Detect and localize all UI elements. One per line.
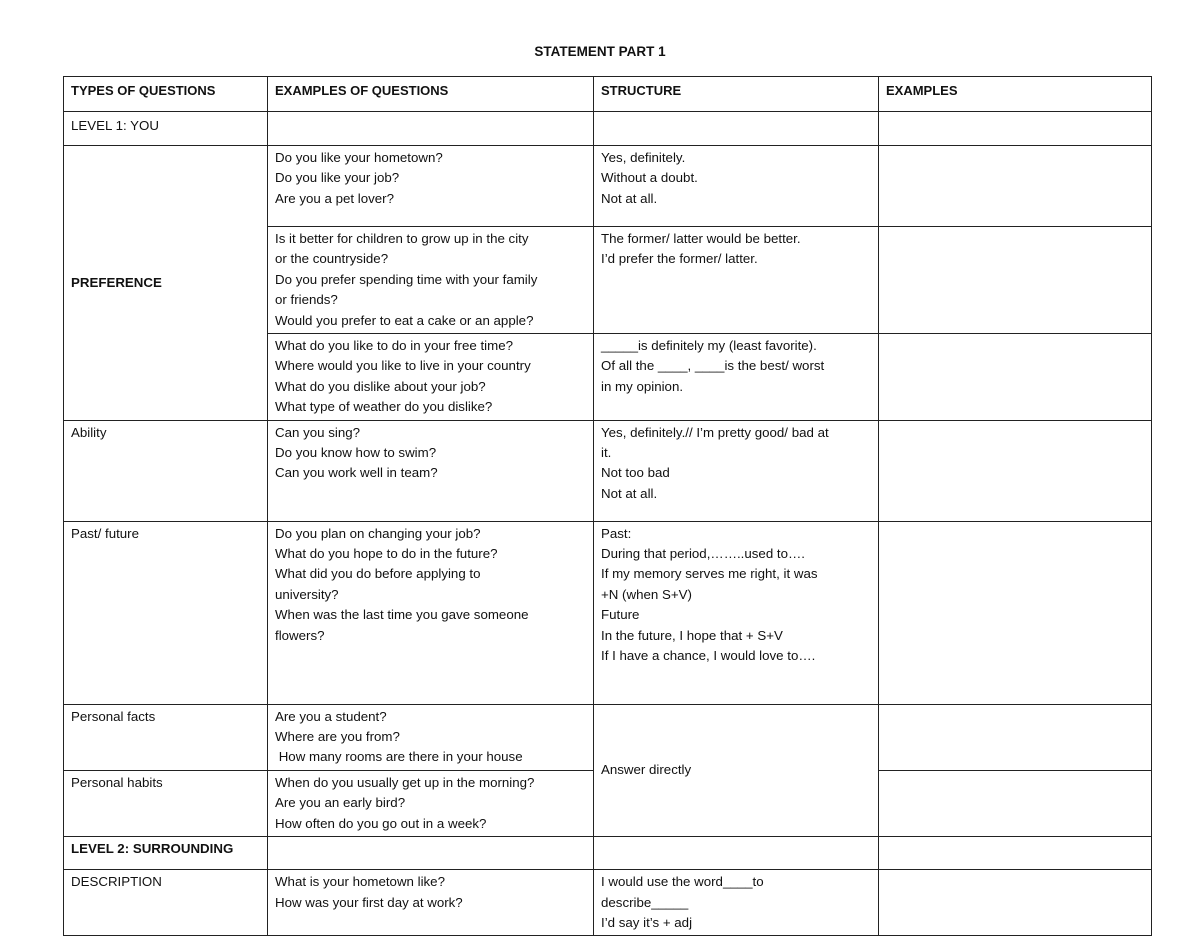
structure-line: Yes, definitely.	[601, 150, 686, 165]
header-examples: EXAMPLES	[879, 77, 1152, 112]
header-examples-of-questions: EXAMPLES OF QUESTIONS	[268, 77, 594, 112]
structure-line: in my opinion.	[601, 378, 684, 394]
structure-line: If I have a chance, I would love to….	[601, 648, 816, 664]
personal-structure: Answer directly	[594, 704, 879, 836]
personal-facts-label: Personal facts	[64, 704, 268, 770]
structure-line: Future	[601, 607, 640, 623]
level1-row	[64, 112, 1152, 146]
past-future-examples	[879, 521, 1152, 704]
question-line: Do you know how to swim?	[275, 445, 437, 461]
personal-facts-questions	[268, 704, 594, 770]
question-line: Are you an early bird?	[275, 795, 406, 811]
ability-row	[64, 420, 1152, 521]
level2-questions	[268, 837, 594, 870]
question-line: Are you a student?	[275, 708, 387, 724]
level2-row	[64, 837, 1152, 870]
structure-line: Of all the ____, ____is the best/ worst	[601, 358, 825, 374]
structure-line: Without a doubt.	[601, 170, 698, 186]
structure-line: Past:	[601, 525, 632, 541]
preference-label: PREFERENCE	[64, 146, 268, 421]
question-line: Do you like your job?	[275, 170, 400, 186]
structure-line: it.	[601, 445, 612, 461]
question-line: What type of weather do you dislike?	[275, 399, 493, 415]
structure-line: Not too bad	[601, 465, 670, 481]
description-structure	[594, 870, 879, 936]
structure-line: Not at all.	[601, 485, 658, 501]
structure-line: +N (when S+V)	[601, 586, 692, 602]
question-line: or friends?	[275, 292, 338, 308]
personal-facts-row	[64, 704, 1152, 770]
preference-questions-3	[268, 334, 594, 421]
description-label: DESCRIPTION	[64, 870, 268, 936]
level2-examples	[879, 837, 1152, 870]
question-line: Can you work well in team?	[275, 465, 438, 481]
past-future-label: Past/ future	[64, 521, 268, 704]
description-questions	[268, 870, 594, 936]
question-line: Can you sing?	[275, 424, 361, 440]
past-future-row	[64, 521, 1152, 704]
header-row	[64, 77, 1152, 112]
question-line: Do you plan on changing your job?	[275, 525, 481, 541]
past-future-questions	[268, 521, 594, 704]
ability-questions	[268, 420, 594, 521]
header-types: TYPES OF QUESTIONS	[64, 77, 268, 112]
level1-label: LEVEL 1: YOU	[64, 112, 268, 146]
question-line: What do you like to do in your free time?	[275, 338, 513, 354]
structure-line: In the future, I hope that + S+V	[601, 627, 783, 643]
preference-examples-1	[879, 146, 1152, 227]
question-line: What is your hometown like?	[275, 874, 445, 890]
structure-line: Not at all.	[601, 190, 658, 206]
question-line: Where would you like to live in your country	[275, 358, 531, 374]
preference-structure-1	[594, 146, 879, 227]
personal-facts-examples	[879, 704, 1152, 770]
question-line: Do you like your hometown?	[275, 150, 443, 165]
level2-structure	[594, 837, 879, 870]
description-row	[64, 870, 1152, 936]
structure-line: The former/ latter would be better.	[601, 231, 801, 246]
preference-questions-1	[268, 146, 594, 227]
question-line: What do you dislike about your job?	[275, 378, 486, 394]
page-title: STATEMENT PART 1	[534, 44, 666, 59]
preference-examples-3	[879, 334, 1152, 421]
structure-line: During that period,……..used to….	[601, 546, 805, 562]
structure-line: _____is definitely my (least favorite).	[601, 338, 817, 354]
structure-line: I would use the word____to	[601, 874, 764, 890]
header-structure: STRUCTURE	[594, 77, 879, 112]
preference-structure-3	[594, 334, 879, 421]
question-line: Would you prefer to eat a cake or an apple?	[275, 312, 534, 328]
personal-habits-questions	[268, 770, 594, 836]
question-line: Is it better for children to grow up in the city	[275, 231, 529, 246]
question-line: How many rooms are there in your house	[275, 749, 523, 765]
preference-examples-2	[879, 227, 1152, 334]
ability-label: Ability	[64, 420, 268, 521]
description-examples	[879, 870, 1152, 936]
past-future-structure	[594, 521, 879, 704]
level2-label: LEVEL 2: SURROUNDING	[64, 837, 268, 870]
preference-row-1	[64, 146, 1152, 227]
question-line: How was your first day at work?	[275, 894, 463, 910]
preference-structure-2	[594, 227, 879, 334]
question-line: What did you do before applying to	[275, 566, 481, 582]
question-line: Do you prefer spending time with your family	[275, 271, 538, 287]
level1-examples	[879, 112, 1152, 146]
question-line: What do you hope to do in the future?	[275, 546, 498, 562]
question-line: When was the last time you gave someone	[275, 607, 529, 623]
question-line: When do you usually get up in the morning?	[275, 774, 535, 790]
structure-line: I’d say it’s + adj	[601, 914, 693, 930]
question-line: or the countryside?	[275, 251, 389, 267]
question-line: Where are you from?	[275, 729, 400, 745]
question-line: Are you a pet lover?	[275, 190, 395, 206]
structure-line: describe_____	[601, 894, 689, 910]
level1-questions	[268, 112, 594, 146]
structure-line: Yes, definitely.// I’m pretty good/ bad at	[601, 424, 829, 440]
personal-habits-examples	[879, 770, 1152, 836]
structure-line: I’d prefer the former/ latter.	[601, 251, 758, 267]
structure-line: If my memory serves me right, it was	[601, 566, 818, 582]
question-line: flowers?	[275, 627, 325, 643]
question-table	[63, 76, 1152, 936]
personal-habits-label: Personal habits	[64, 770, 268, 836]
ability-structure	[594, 420, 879, 521]
level1-structure	[594, 112, 879, 146]
preference-questions-2	[268, 227, 594, 334]
question-line: university?	[275, 586, 339, 602]
ability-examples	[879, 420, 1152, 521]
question-line: How often do you go out in a week?	[275, 815, 487, 831]
